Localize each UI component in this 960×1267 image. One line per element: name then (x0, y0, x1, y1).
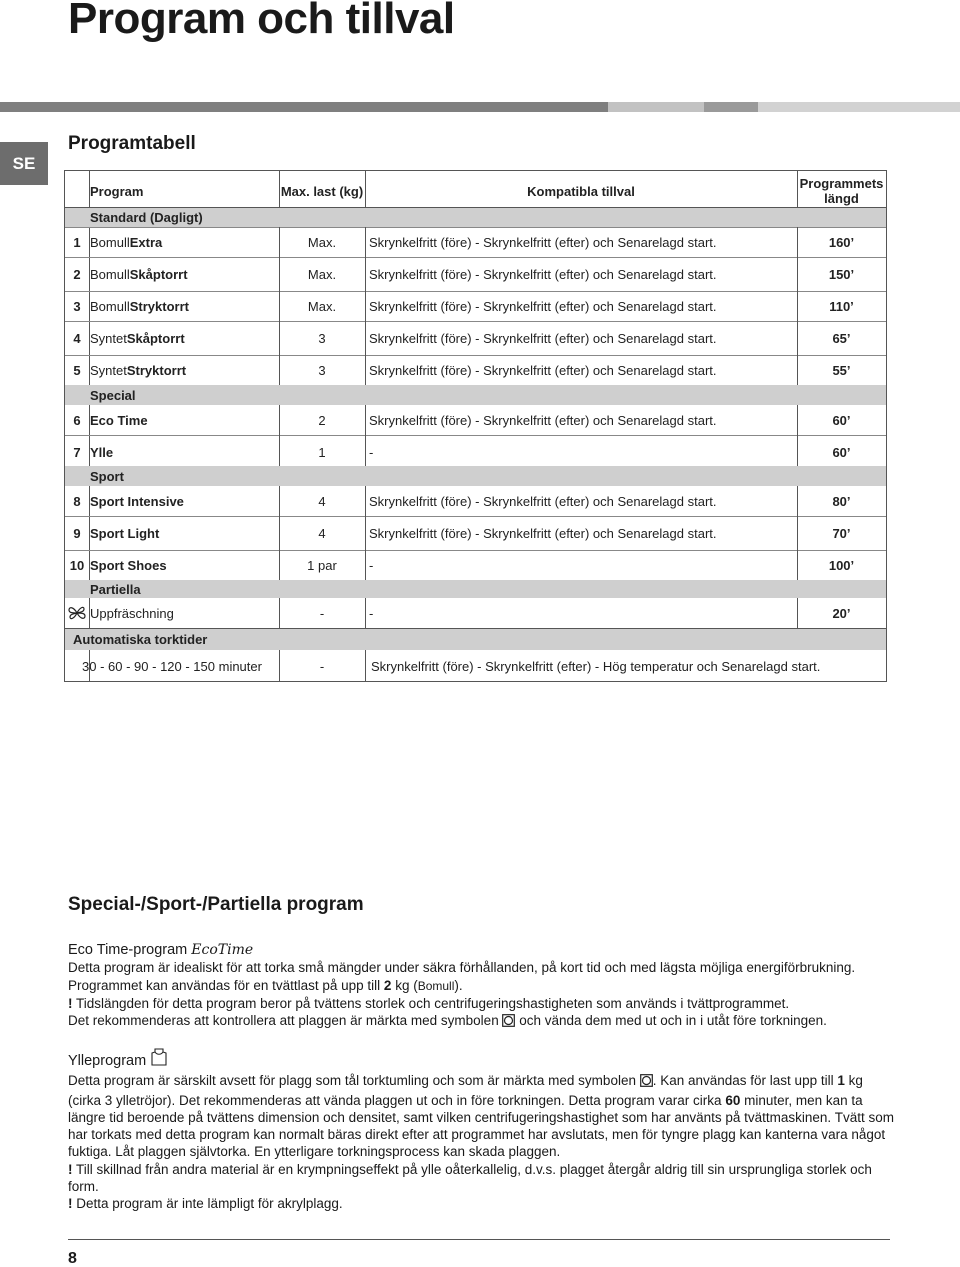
row-duration: 70’ (832, 525, 851, 541)
row-max-load: 4 (318, 493, 326, 509)
tumble-dry-symbol-icon (502, 1014, 515, 1031)
row-number: 8 (73, 493, 81, 509)
row-number: 9 (73, 525, 81, 541)
category-row (65, 580, 886, 598)
wool-paragraph-3: ! Detta program är inte lämpligt för akrylplagg. (68, 1196, 343, 1212)
page-number: 8 (68, 1250, 77, 1267)
language-tab: SE (0, 142, 48, 185)
page-title: Program och tillval (68, 0, 455, 43)
row-program: Syntet Skåptorrt (90, 330, 185, 346)
tumble-dry-symbol-icon (640, 1074, 653, 1091)
wool-paragraph-1: Detta program är särskilt avsett för plagg som tål torktumling och som är märkta med symbolen . Kan användas för last upp till 1 kg (cirka 3 ylletröjor). Det rekommenderas att vända plaggen ut och in före torkningen. Detta program varar cirka 60 minuter, men kan ta längre tid beroende på tvättens dimension och densitet, samt vilken centrifugeringshastighet som har använts på tvättmaskinen. Tvätt som har torkats med detta program kan normalt bäras direkt efter att programmet har avslutats, men för tyngre plagg kan kanterna vara något fuktiga. Låt plaggen självtorka. En ytterligare torkningsprocess kan skada plaggen. (68, 1073, 894, 1160)
row-duration: 80’ (832, 493, 851, 509)
row-duration: 100’ (828, 557, 855, 573)
row-options: Skrynkelfritt (före) - Skrynkelfritt (efter) och Senarelagd start. (369, 362, 717, 378)
wool-paragraph-2: ! Till skillnad från andra material är en krympningseffekt på ylle oåterkallelig, d.v.s. plagget återgår aldrig till sin ursprungliga storlek och form. (68, 1161, 872, 1195)
row-options: Skrynkelfritt (före) - Skrynkelfritt (efter) och Senarelagd start. (369, 525, 717, 541)
eco-time-line-4: Det rekommenderas att kontrollera att plaggen är märkta med symbolen och vända dem med ut och in i utåt före torkningen. (68, 1012, 898, 1031)
eco-time-block (68, 942, 898, 1031)
row-options: - (369, 557, 374, 573)
row-number: 7 (73, 444, 81, 460)
row-options: Skrynkelfritt (före) - Skrynkelfritt (efter) och Senarelagd start. (369, 493, 717, 509)
eco-time-line-2: Programmet kan användas för en tvättlast på upp till 2 kg (Bomull). (68, 977, 463, 993)
row-program: Sport Shoes (90, 557, 167, 573)
wool-title: Ylleprogram (68, 1053, 147, 1069)
table-row (65, 405, 886, 435)
table-row (65, 435, 886, 469)
row-options: Skrynkelfritt (före) - Skrynkelfritt (efter) - Hög temperatur och Senarelagd start. (371, 658, 821, 674)
header-bar-segment (758, 102, 960, 112)
row-options: - (369, 605, 374, 621)
category-label: Special (90, 387, 136, 403)
special-section-title: Special-/Sport-/Partiella program (68, 894, 364, 915)
row-duration: 65’ (832, 330, 851, 346)
wool-block (68, 1047, 898, 1213)
row-program: Sport Intensive (90, 493, 184, 509)
row-max-load: Max. (307, 234, 337, 250)
header-bar-segment (0, 102, 608, 112)
table-row (65, 550, 886, 580)
table-row (65, 598, 886, 628)
row-number: 6 (73, 412, 81, 428)
eco-time-line-3: ! Tidslängden för detta program beror på tvättens storlek och centrifugeringshastigheten som används i tvättprogrammet. (68, 995, 790, 1011)
category-row (65, 207, 886, 227)
row-options: Skrynkelfritt (före) - Skrynkelfritt (efter) och Senarelagd start. (369, 298, 717, 314)
row-program: Sport Light (90, 525, 160, 541)
row-duration: 60’ (832, 444, 851, 460)
row-duration: 55’ (832, 362, 851, 378)
row-max-load: Max. (307, 266, 337, 282)
table-row (65, 257, 886, 291)
row-number: 5 (73, 362, 81, 378)
row-duration: 160’ (828, 234, 855, 250)
row-max-load: - (319, 658, 325, 674)
table-row (65, 516, 886, 550)
category-row (65, 628, 886, 650)
row-program: Eco Time (90, 412, 148, 428)
row-program: Ylle (90, 444, 114, 460)
row-number: 1 (73, 234, 81, 250)
table-row (65, 321, 886, 355)
row-max-load: 4 (318, 525, 326, 541)
category-label: Partiella (90, 581, 141, 597)
table-row (65, 291, 886, 321)
category-label: Automatiska torktider (73, 631, 208, 647)
eco-time-line-1: Detta program är idealiskt för att torka små mängder under säkra förhållanden, på kort tid och med lägsta möjliga energiförbrukning. (68, 960, 856, 976)
row-duration: 110’ (829, 298, 854, 314)
footer-rule (68, 1239, 890, 1240)
row-max-load: 2 (318, 412, 326, 428)
row-program: Bomull Skåptorrt (90, 266, 188, 282)
header-max-load: Max. last (kg) (280, 183, 364, 199)
row-duration: 60’ (832, 412, 851, 428)
row-duration: 20’ (832, 605, 851, 621)
row-max-load: 3 (318, 330, 326, 346)
table-row (65, 355, 886, 385)
row-number: 10 (69, 557, 85, 573)
row-options: Skrynkelfritt (före) - Skrynkelfritt (efter) och Senarelagd start. (369, 234, 717, 250)
table-row (65, 227, 886, 257)
header-bar-segment (704, 102, 758, 112)
program-table (64, 170, 887, 682)
table-header-row (65, 171, 886, 211)
refresh-icon (65, 598, 89, 628)
auto-times: 30 - 60 - 90 - 120 - 150 minuter (82, 658, 262, 674)
row-options: Skrynkelfritt (före) - Skrynkelfritt (efter) och Senarelagd start. (369, 330, 717, 346)
row-number: 3 (73, 298, 81, 314)
row-program: Bomull Extra (90, 234, 163, 250)
header-bar-segment (608, 102, 704, 112)
category-label: Sport (90, 468, 124, 484)
table-row (65, 650, 886, 682)
eco-time-logo-icon: EcoTime (191, 942, 254, 958)
row-options: Skrynkelfritt (före) - Skrynkelfritt (efter) och Senarelagd start. (369, 266, 717, 282)
row-program: Uppfräschning (90, 605, 174, 621)
category-row (65, 385, 886, 405)
program-table-title: Programtabell (68, 133, 196, 154)
table-row (65, 486, 886, 516)
header-duration: Programmets längd (799, 176, 884, 206)
header-program: Program (90, 183, 144, 199)
row-max-load: Max. (307, 298, 337, 314)
row-duration: 150’ (828, 266, 855, 282)
row-max-load: 3 (318, 362, 326, 378)
row-number: 4 (73, 330, 81, 346)
category-row (65, 466, 886, 486)
row-number: 2 (73, 266, 81, 282)
row-program: Syntet Stryktorrt (90, 362, 187, 378)
row-max-load: - (319, 605, 325, 621)
row-options: Skrynkelfritt (före) - Skrynkelfritt (efter) och Senarelagd start. (369, 412, 717, 428)
row-max-load: 1 (318, 444, 326, 460)
row-options: - (369, 444, 374, 460)
header-options: Kompatibla tillval (527, 183, 635, 199)
wool-icon (150, 1047, 168, 1072)
row-program: Bomull Stryktorrt (90, 298, 189, 314)
row-max-load: 1 par (307, 557, 337, 573)
category-label: Standard (Dagligt) (90, 209, 203, 225)
eco-time-title: Eco Time-program (68, 942, 188, 958)
